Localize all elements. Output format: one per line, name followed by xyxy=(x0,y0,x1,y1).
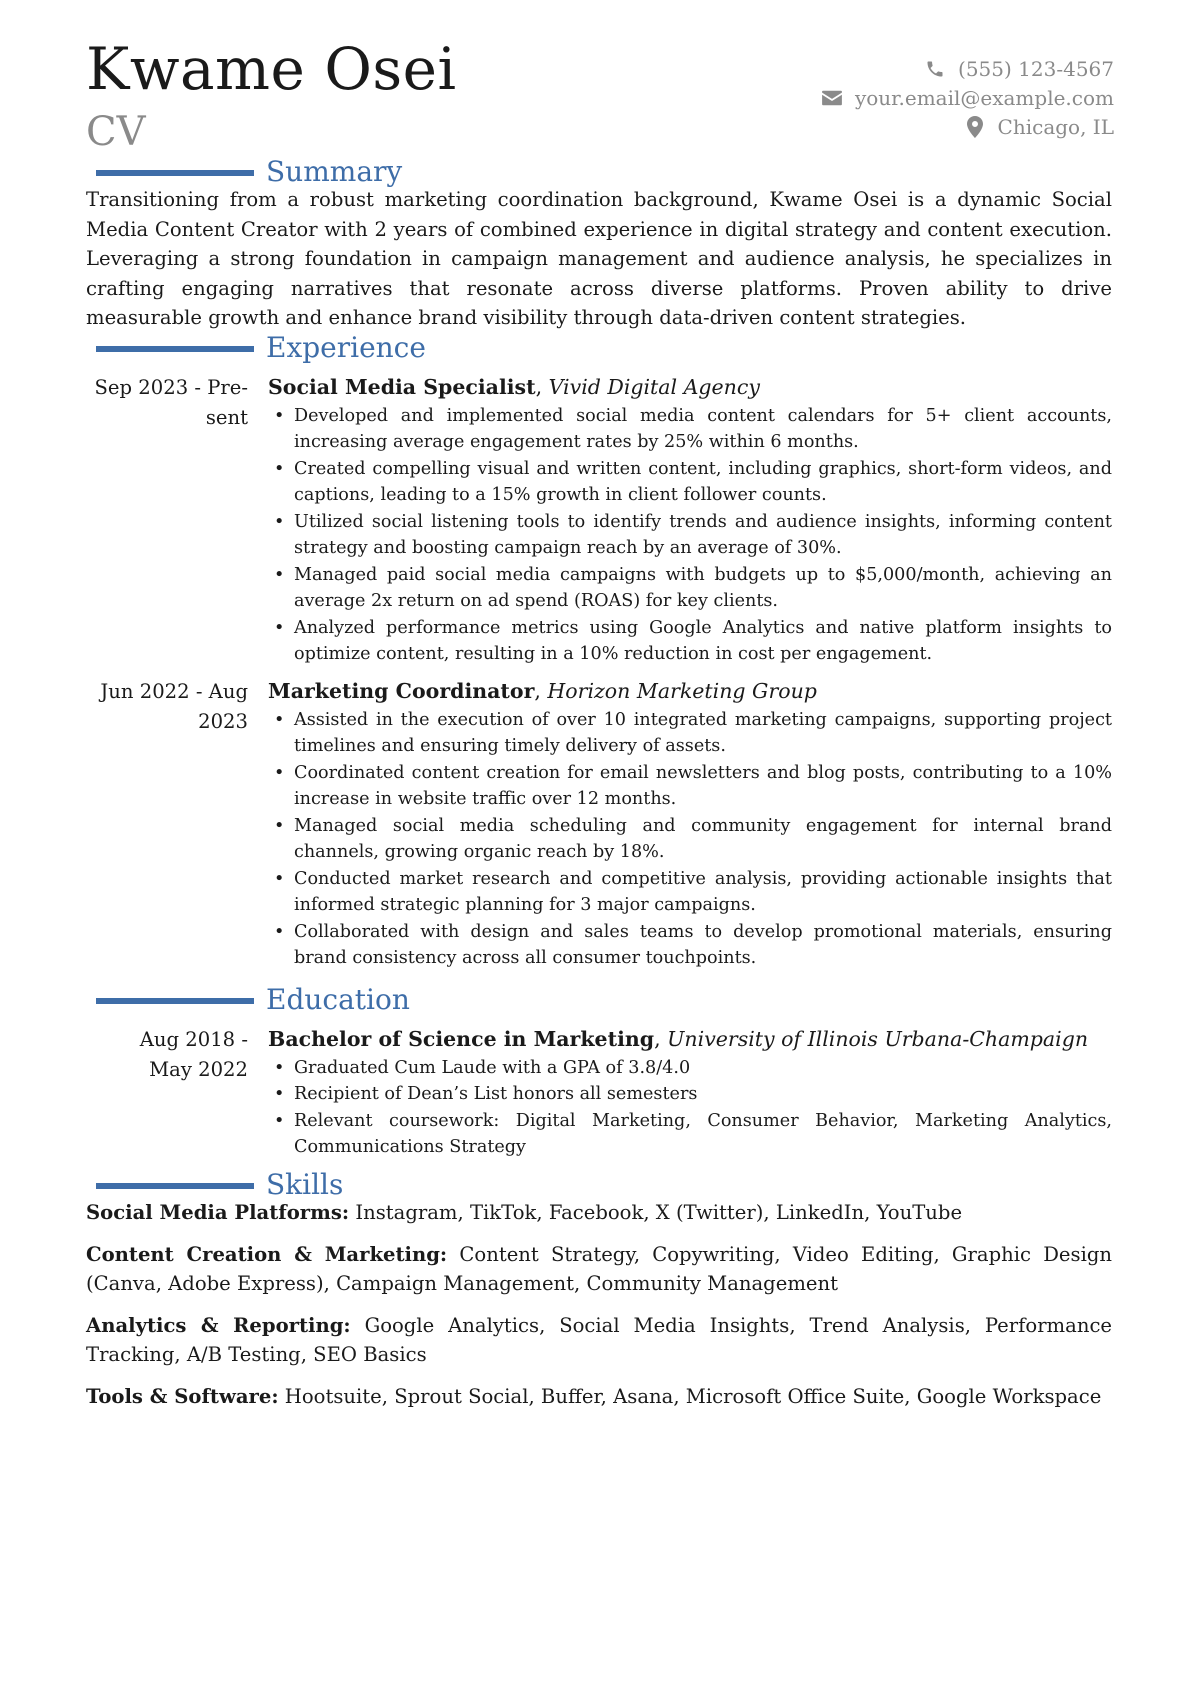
bullet-list xyxy=(268,403,1112,668)
entry-heading: Marketing Coordinator, Horizon Marketing Group xyxy=(268,679,817,703)
section-title: Skills xyxy=(266,1168,344,1201)
phone-icon xyxy=(924,58,946,80)
envelope-icon xyxy=(821,87,843,109)
institution: University of Illinois Urbana-Champaign xyxy=(667,1027,1089,1051)
organization: Horizon Marketing Group xyxy=(547,679,817,703)
list-item: • Graduated Cum Laude with a GPA of 3.8/4.0 xyxy=(268,1055,1112,1082)
candidate-name: Kwame Osei xyxy=(86,35,457,103)
section-rule xyxy=(96,346,254,352)
list-item: • Managed social media scheduling and community engagement for internal brand channels, growing organic reach by 18%. xyxy=(268,813,1112,866)
skill-row xyxy=(86,1240,1112,1299)
list-item: • Utilized social listening tools to identify trends and audience insights, informing content strategy and boosting campaign reach by an average of 30%. xyxy=(268,509,1112,562)
document-subtitle: CV xyxy=(86,109,146,155)
contact-block xyxy=(821,54,1114,141)
skill-category: Content Creation & Marketing: xyxy=(86,1242,448,1266)
contact-location xyxy=(821,112,1114,141)
section-rule xyxy=(96,998,254,1004)
list-item: • Developed and implemented social media content calendars for 5+ client accounts, increasing average engagement rates by 25% within 6 months. xyxy=(268,403,1112,456)
organization: Vivid Digital Agency xyxy=(548,375,760,399)
entry-heading: Bachelor of Science in Marketing, University of Illinois Urbana-Champaign xyxy=(268,1027,1089,1051)
contact-phone xyxy=(821,54,1114,83)
skill-category: Analytics & Reporting: xyxy=(86,1313,351,1337)
bullet-list xyxy=(268,1055,1112,1161)
skill-values: Hootsuite, Sprout Social, Buffer, Asana, Microsoft Office Suite, Google Workspace xyxy=(284,1384,1102,1408)
skill-row xyxy=(86,1198,1112,1228)
section-rule xyxy=(96,1183,254,1189)
section-title: Education xyxy=(266,983,410,1016)
list-item: • Managed paid social media campaigns with budgets up to $5,000/month, achieving an average 2x return on ad spend (ROAS) for key clients. xyxy=(268,562,1112,615)
list-item: • Analyzed performance metrics using Google Analytics and native platform insights to optimize content, resulting in a 10% reduction in cost per engagement. xyxy=(268,615,1112,668)
entry-heading: Social Media Specialist, Vivid Digital Agency xyxy=(268,375,760,399)
contact-email xyxy=(821,83,1114,112)
location-text: Chicago, IL xyxy=(997,114,1114,139)
section-title: Experience xyxy=(266,331,426,364)
phone-text: (555) 123-4567 xyxy=(958,56,1114,81)
list-item: • Relevant coursework: Digital Marketing, Consumer Behavior, Marketing Analytics, Communications Strategy xyxy=(268,1108,1112,1161)
section-title: Summary xyxy=(266,155,403,188)
summary-paragraph: Transitioning from a robust marketing coordination background, Kwame Osei is a dynamic Social Media Content Creator with 2 years of combined experience in digital strategy and content execution. Leveraging a strong foundation in campaign management and audience analysis, he specializes in crafting engaging narratives that resonate across diverse platforms. Proven ability to drive measurable growth and enhance brand visibility through data-driven content strategies. xyxy=(86,188,1112,329)
section-rule xyxy=(96,170,254,176)
entry-date: Aug 2018 - May 2022 xyxy=(139,1028,248,1081)
skill-values: Instagram, TikTok, Facebook, X (Twitter), LinkedIn, YouTube xyxy=(355,1201,963,1224)
list-item: • Created compelling visual and written content, including graphics, short-form videos, and captions, leading to a 15% growth in client follower counts. xyxy=(268,456,1112,509)
skill-category: Tools & Software: xyxy=(86,1384,279,1408)
entry-date: Sep 2023 - Pre- sent xyxy=(94,376,248,429)
list-item: • Conducted market research and competitive analysis, providing actionable insights that informed strategic planning for 3 major campaigns. xyxy=(268,866,1112,919)
email-link[interactable]: your.email@example.com xyxy=(854,85,1114,110)
skill-values: Content Strategy, Copywriting, Video Editing, Graphic Design (Canva, Adobe Express), Campaign Management, Community Management xyxy=(86,1242,1113,1295)
skill-values: Google Analytics, Social Media Insights, Trend Analysis, Performance Tracking, A/B Testing, SEO Basics xyxy=(86,1313,1113,1366)
map-marker-icon xyxy=(964,116,986,138)
job-title: Social Media Specialist xyxy=(268,375,536,399)
list-item: • Coordinated content creation for email newsletters and blog posts, contributing to a 10% increase in website traffic over 12 months. xyxy=(268,760,1112,813)
bullet-list xyxy=(268,707,1112,972)
skills-list xyxy=(86,1198,1112,1423)
list-item: • Collaborated with design and sales teams to develop promotional materials, ensuring brand consistency across all consumer touchpoints. xyxy=(268,919,1112,972)
list-item: • Recipient of Dean’s List honors all semesters xyxy=(268,1081,1112,1108)
skill-category: Social Media Platforms: xyxy=(86,1201,350,1224)
skill-row xyxy=(86,1382,1112,1412)
entry-date: Jun 2022 - Aug 2023 xyxy=(100,680,248,733)
list-item: • Assisted in the execution of over 10 integrated marketing campaigns, supporting project timelines and ensuring timely delivery of assets. xyxy=(268,707,1112,760)
skill-row xyxy=(86,1311,1112,1370)
degree-title: Bachelor of Science in Marketing xyxy=(268,1027,655,1051)
job-title: Marketing Coordinator xyxy=(268,679,535,703)
